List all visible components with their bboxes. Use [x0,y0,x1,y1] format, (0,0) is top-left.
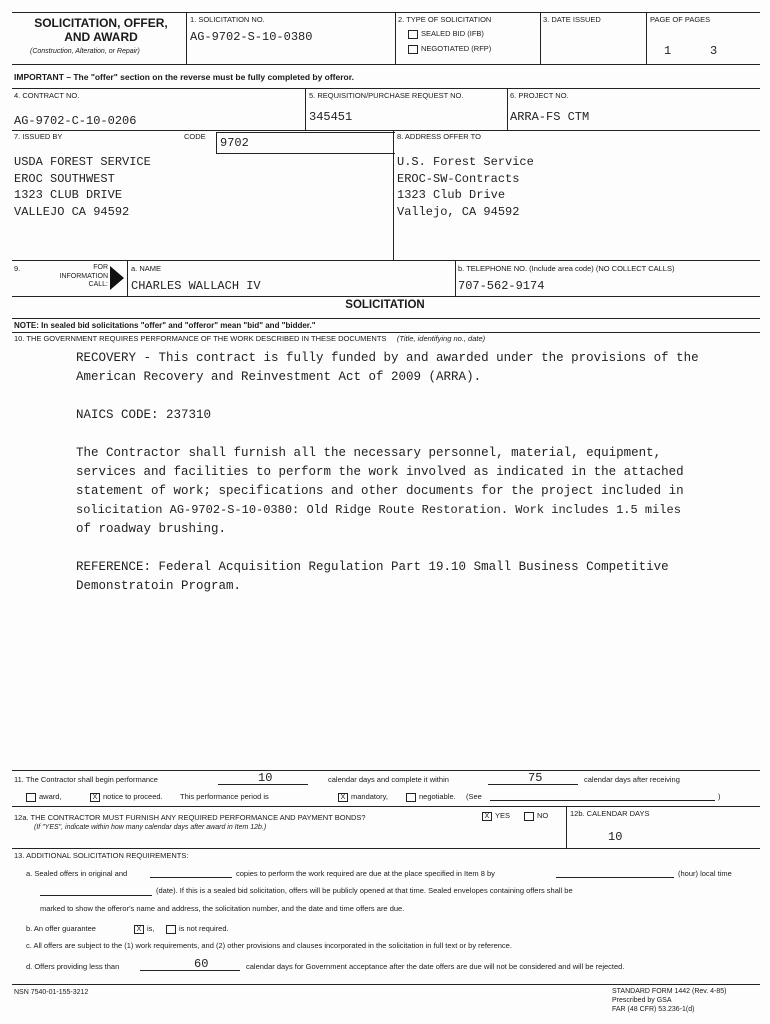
req-b-text-1: b. An offer guarantee [26,924,96,933]
contact-name[interactable]: CHARLES WALLACH IV [131,279,261,293]
rule [12,260,760,261]
code-label: CODE [184,132,206,141]
guarantee-not-option[interactable] [166,924,229,934]
rule [140,970,240,971]
address-line: EROC SOUTHWEST [14,171,115,186]
mandatory-checkbox[interactable]: X [338,793,348,802]
notice-checkbox[interactable]: X [90,793,100,802]
field-12a-note: (If "YES", indicate within how many calendar days after award in Item 12b.) [34,824,267,831]
rule [12,64,760,65]
rule [12,806,760,807]
description-line: statement of work; specifications and other documents for the project included in [76,484,684,498]
rule [12,848,760,849]
negotiable-checkbox[interactable] [406,793,416,802]
no-checkbox[interactable] [524,812,534,821]
rule [455,260,456,296]
req-a-text-5: marked to show the offeror's name and address, the solicitation number, and the date and time offers are due. [40,904,405,913]
address-line: USDA FOREST SERVICE [14,155,151,169]
work-description [76,349,756,596]
description-line: American Recovery and Reinvestment Act of 2009 (ARRA). [76,370,482,384]
arrow-right-icon [110,266,124,290]
call-text: CALL: [88,281,108,288]
see-close: ) [718,792,721,801]
nsn-number: NSN 7540-01-155-3212 [14,989,89,996]
field-9-number: 9. [14,264,21,273]
page-number: 1 [664,44,672,58]
req-c-text: c. All offers are subject to the (1) work requirements, and (2) other provisions and clauses incorporated in the solicitation in full text or by reference. [26,941,512,950]
field-11-text-2: calendar days and complete it within [328,775,449,784]
req-a-text-3: (hour) local time [678,869,732,878]
field-10-label-text: 10. THE GOVERNMENT REQUIRES PERFORMANCE OF THE WORK DESCRIBED IN THESE DOCUMENTS [14,334,387,343]
rule [12,12,760,13]
guarantee-is-checkbox[interactable]: X [134,925,144,934]
description-line: solicitation AG-9702-S-10-0380: Old Ridge Route Restoration. Work includes 1.5 miles [76,503,681,517]
rule [646,12,647,64]
rule [186,12,187,64]
important-notice: IMPORTANT – The "offer" section on the reverse must be fully completed by offeror. [14,72,354,82]
rule [12,296,760,297]
negotiated-checkbox[interactable] [408,45,418,54]
rule [150,877,232,878]
field-11-text-1: 11. The Contractor shall begin performance [14,775,158,784]
bonds-yes-option[interactable] [482,811,510,821]
for-text: FOR [93,264,108,271]
form-title [26,16,176,44]
field-7-label: 7. ISSUED BY [14,132,63,141]
field-12b-label: 12b. CALENDAR DAYS [570,809,650,818]
issuer-code[interactable]: 9702 [220,136,249,150]
field-12a-label: 12a. THE CONTRACTOR MUST FURNISH ANY REQUIRED PERFORMANCE AND PAYMENT BONDS? [14,813,366,822]
yes-checkbox[interactable]: X [482,812,492,821]
bonds-no-option[interactable] [524,811,548,821]
address-line: 1323 Club Drive [397,188,506,202]
field-1-label: 1. SOLICITATION NO. [190,15,265,24]
is-not-text: is not required. [179,924,229,933]
rule [507,88,508,130]
award-checkbox[interactable] [26,793,36,802]
guarantee-is-option[interactable] [134,924,155,934]
complete-days[interactable]: 75 [528,771,543,785]
issued-by-address [14,154,151,220]
req-d-text-2: calendar days for Government acceptance after the date offers are due will not be considered and will be rejected. [246,962,625,971]
rule [12,88,760,89]
req-d-text-1: d. Offers providing less than [26,962,120,971]
requisition-number[interactable]: 345451 [309,110,353,124]
rule [12,318,760,319]
for-information-call [46,264,108,290]
mandatory-option[interactable] [338,792,388,802]
rule [127,260,128,296]
field-4-label: 4. CONTRACT NO. [14,91,80,100]
rule [556,877,674,878]
rule [12,984,760,985]
negotiable-text: negotiable. [419,792,456,801]
negotiated-option[interactable] [408,44,491,54]
form-subtitle: (Construction, Alteration, or Repair) [30,48,140,55]
description-line: services and facilities to perform the work involved as indicated in the attached [76,465,684,479]
address-line: 1323 CLUB DRIVE [14,188,123,202]
award-text: award, [39,792,62,801]
field-13-label: 13. ADDITIONAL SOLICITATION REQUIREMENTS: [14,851,189,860]
calendar-days[interactable]: 10 [608,830,623,844]
field-3-label: 3. DATE ISSUED [543,15,601,24]
description-line: The Contractor shall furnish all the necessary personnel, material, equipment, [76,446,662,460]
description-line: RECOVERY - This contract is fully funded by and awarded under the provisions of the [76,351,699,365]
solicitation-number[interactable]: AG-9702-S-10-0380 [190,30,313,44]
address-line: VALLEJO CA 94592 [14,204,130,219]
field-11-text-3: calendar days after receiving [584,775,680,784]
acceptance-days[interactable]: 60 [194,957,209,971]
contract-number[interactable]: AG-9702-C-10-0206 [14,114,137,128]
rule [540,12,541,64]
description-line: of roadway brushing. [76,522,227,536]
sealed-bid-option[interactable] [408,29,484,39]
information-text: INFORMATION [59,272,108,280]
naics-code: NAICS CODE: 237310 [76,408,212,422]
period-text: This performance period is [180,792,269,801]
standard-form-info [612,987,727,1014]
address-line: Vallejo, CA 94592 [397,204,520,219]
sealed-bid-checkbox[interactable] [408,30,418,39]
page-count: 3 [710,44,718,58]
name-label: a. NAME [131,264,162,273]
negotiable-option[interactable] [406,792,456,802]
form-title-line1: SOLICITATION, OFFER, [34,16,168,30]
see-text: (See [466,792,482,801]
address-line: EROC-SW-Contracts [397,171,520,186]
rule [40,895,152,896]
far-reference: FAR (48 CFR) 53.236-1(d) [612,1006,695,1013]
form-title-line2: AND AWARD [64,30,138,44]
negotiated-text: NEGOTIATED (RFP) [421,44,492,53]
field-5-label: 5. REQUISITION/PURCHASE REQUEST NO. [309,91,464,100]
rule [395,12,396,64]
address-line: U.S. Forest Service [397,155,534,169]
no-text: NO [537,811,549,820]
offer-address [397,154,534,220]
rule [566,806,567,848]
rule [305,88,306,130]
field-8-label: 8. ADDRESS OFFER TO [397,132,481,141]
bid-note: NOTE: In sealed bid solicitations "offer" and "offeror" mean "bid" and "bidder." [14,321,316,330]
rule [12,130,760,131]
telephone-label: b. TELEPHONE NO. (Include area code) (NO COLLECT CALLS) [458,264,675,273]
award-option[interactable] [26,792,62,802]
req-a-text-4: (date). If this is a sealed bid solicitation, offers will be publicly opened at that time. Sealed envelopes containing offers shall be [156,886,573,895]
form-number: STANDARD FORM 1442 (Rev. 4-85) [612,988,727,995]
mandatory-text: mandatory, [351,792,388,801]
rule [12,770,760,771]
guarantee-not-checkbox[interactable] [166,925,176,934]
notice-option[interactable] [90,792,163,802]
req-a-text-1: a. Sealed offers in original and [26,869,128,878]
page-label: PAGE OF PAGES [650,15,711,24]
rule [490,800,715,801]
prescribed-by: Prescribed by GSA [612,997,672,1004]
is-text: is, [147,924,155,933]
contact-telephone[interactable]: 707-562-9174 [458,279,545,293]
notice-text: notice to proceed. [103,792,163,801]
field-10-label-note: (Title, identifying no., date) [396,334,486,343]
yes-text: YES [495,811,511,820]
field-6-label: 6. PROJECT NO. [510,91,569,100]
reference-line: REFERENCE: Federal Acquisition Regulation Part 19.10 Small Business Competitive [76,560,669,574]
rule [12,332,760,333]
reference-line: Demonstratoin Program. [76,579,242,593]
project-number[interactable]: ARRA-FS CTM [510,110,590,124]
section-heading: SOLICITATION [345,299,425,311]
begin-days[interactable]: 10 [258,771,273,785]
field-2-label: 2. TYPE OF SOLICITATION [398,15,492,24]
req-a-text-2: copies to perform the work required are due at the place specified in Item 8 by [236,869,495,878]
sealed-bid-text: SEALED BID (IFB) [421,29,484,38]
field-10-label [14,334,485,343]
